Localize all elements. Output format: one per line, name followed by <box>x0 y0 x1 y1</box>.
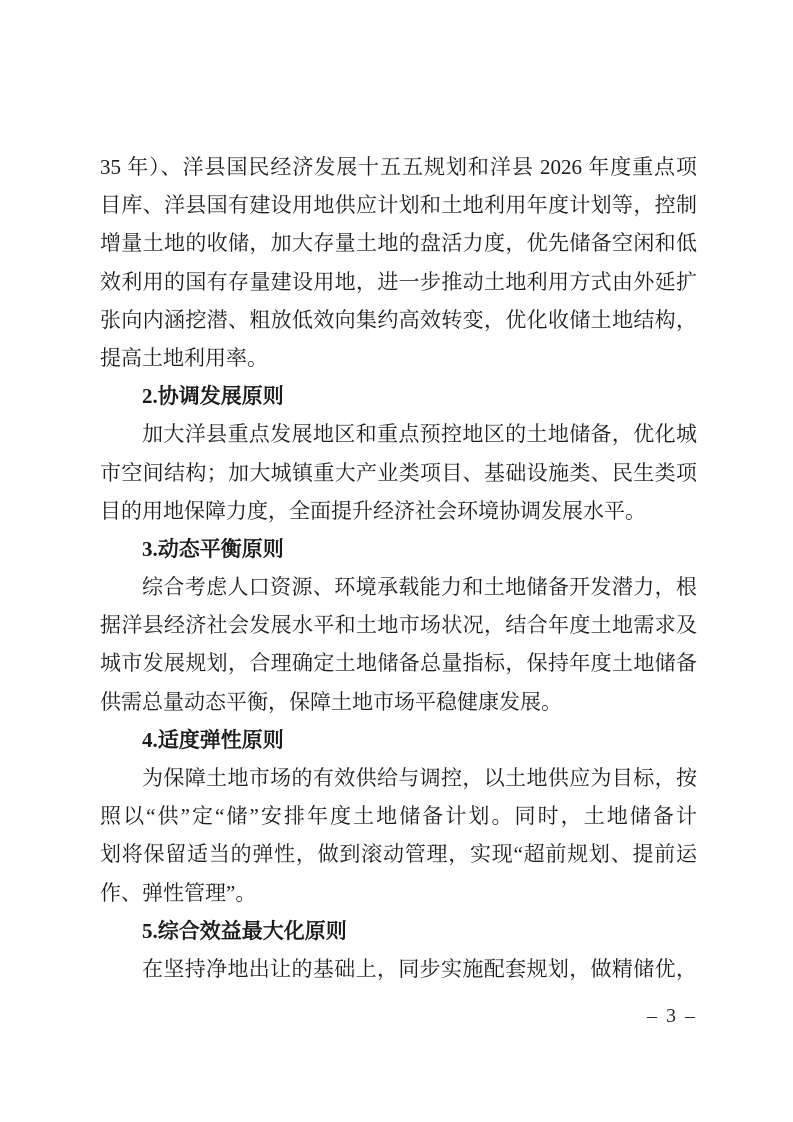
text-line: 划将保留适当的弹性，做到滚动管理，实现“超前规划、提前运 <box>100 842 697 867</box>
text-line: 作、弹性管理”。 <box>100 880 257 905</box>
text-line: 35 年）、洋县国民经济发展十五五规划和洋县 2026 年度重点项 <box>100 155 697 179</box>
text-line: 效利用的国有存量建设用地，进一步推动土地利用方式由外延扩 <box>100 269 697 294</box>
text-line: 提高土地利用率。 <box>100 345 268 370</box>
text-line: 城市发展规划，合理确定土地储备总量指标，保持年度土地储备 <box>100 651 697 676</box>
page-number: – 3 – <box>647 1005 697 1027</box>
section-heading: 4.适度弹性原则 <box>142 727 284 752</box>
document-body <box>100 148 697 988</box>
text-line: 目的用地保障力度，全面提升经济社会环境协调发展水平。 <box>100 498 646 523</box>
text-line: 综合考虑人口资源、环境承载能力和土地储备开发潜力，根 <box>142 575 697 600</box>
text-line: 增量土地的收储，加大存量土地的盘活力度，优先储备空闲和低 <box>100 231 697 256</box>
text-line: 照以“供”定“储”安排年度土地储备计划。同时，土地储备计 <box>100 804 697 829</box>
text-line: 目库、洋县国有建设用地供应计划和土地利用年度计划等，控制 <box>100 193 697 218</box>
section-heading: 2.协调发展原则 <box>142 384 284 409</box>
text-line: 市空间结构；加大城镇重大产业类项目、基础设施类、民生类项 <box>100 460 697 485</box>
text-line: 为保障土地市场的有效供给与调控，以土地供应为目标，按 <box>142 766 697 790</box>
section-heading: 5.综合效益最大化原则 <box>142 918 347 943</box>
section-heading: 3.动态平衡原则 <box>142 536 284 561</box>
text-line: 张向内涵挖潜、粗放低效向集约高效转变，优化收储土地结构， <box>100 307 697 332</box>
text-line: 据洋县经济社会发展水平和土地市场状况，结合年度土地需求及 <box>100 613 697 638</box>
text-line: 在坚持净地出让的基础上，同步实施配套规划，做精储优， <box>142 956 697 981</box>
text-line: 供需总量动态平衡，保障土地市场平稳健康发展。 <box>100 689 562 714</box>
text-line: 加大洋县重点发展地区和重点预控地区的土地储备，优化城 <box>142 422 697 447</box>
